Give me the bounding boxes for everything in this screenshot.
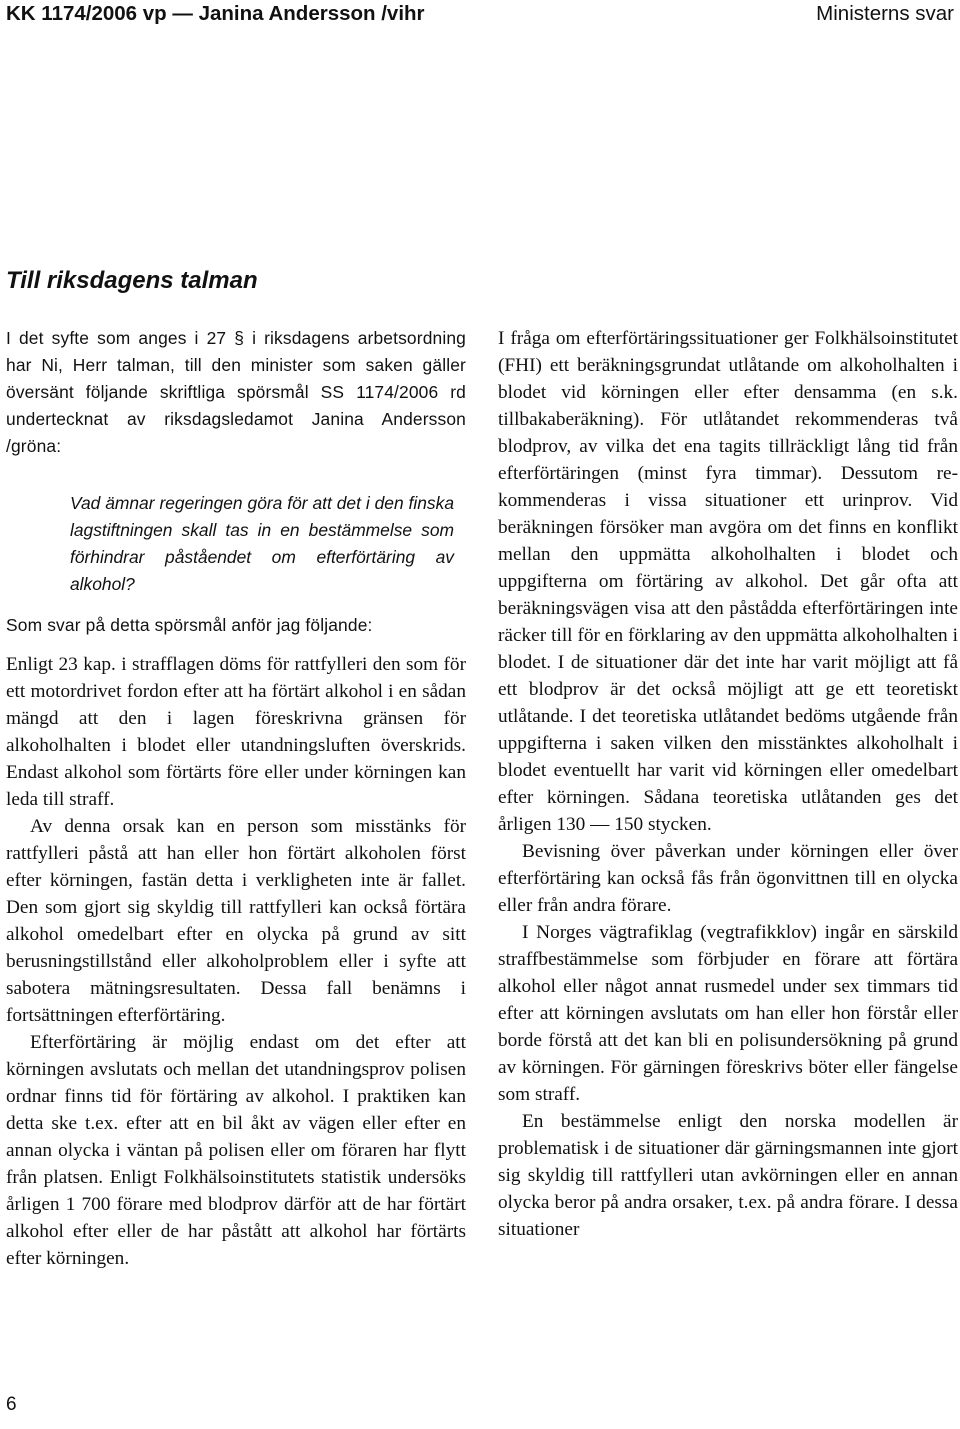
page-number: 6 [6,1394,17,1415]
document-reference-header: KK 1174/2006 vp — Janina Andersson /vihr [6,2,425,25]
body-paragraph: Bevisning över påverkan under körningen eller över efterförtäring kan också fås från ögonvittnen till en olycka eller från andra förare. [498,841,958,916]
body-paragraph: I Norges vägtrafiklag (vegtrafikklov) ingår en särskild straffbestämmelse som förbjuder en förare att förtära alkohol eller något annat rusmedel under sex timmars tid efter att körningen avslutats om han eller hon förstår eller borde förstå att det kan bli en polisundersökning på grund av körningen. För gärningen föreskrivs böter eller fängelse som straff. [498,922,958,1105]
answer-intro: Som svar på detta spörsmål anför jag följande: [6,615,373,635]
right-column [498,325,958,1243]
body-paragraph: En bestämmelse enligt den norska modellen är problematisk i de situationer där gärningsmannen inte gjort sig skyldig till rattfylleri utan avkörningen eller en annan olycka beror på andra orsaker, t.ex. på andra förare. I dessa situationer [498,1111,958,1240]
body-paragraph: Av denna orsak kan en person som misstänks för rattfylleri påstå att han eller hon förtärt alkoholen först efter körningen, fastän detta i verkligheten inte är fallet. Den som gjort sig skyldig till rattfylleri kan också förtära alkohol omedelbart efter en olycka på grund av sitt berusningstillstånd eller alkoholproblem eller i syfte att sabotera mätningsresultaten. Dessa fall benämns i fortsättningen efterförtäring. [6,816,466,1026]
intro-paragraph: I det syfte som anges i 27 § i riksdagens arbetsordning har Ni, Herr talman, till den minister som saken gäller översänt följande skriftliga spörsmål SS 1174/2006 rd undertecknat av riksdagsledamot Janina Andersson /gröna: [6,328,466,456]
left-column [6,325,466,1272]
question-quote: Vad ämnar regeringen göra för att det i den finska lagstiftningen skall tas in en bestämmelse som förhindrar påståendet om efterförtäring av alkohol? [70,493,454,594]
body-paragraph: Efterförtäring är möjlig endast om det efter att körningen avslutats och mellan det utandningsprov polisen ordnar finns tid för förtäring av alkohol. I praktiken kan detta ske t.ex. efter att en bil åkt av vägen eller efter en annan olycka i väntan på polisen eller om föraren har flytt från platsen. Enligt Folkhälsoinstitutets statistik undersöks årligen 1 700 förare med blodprov därför att de har förtärt alkohol efter eller de har påstått att alkohol har förtärts efter körningen. [6,1032,466,1269]
page-title: Till riksdagens talman [6,267,258,294]
body-paragraph: Enligt 23 kap. i strafflagen döms för rattfylleri den som för ett motordrivet fordon efter att ha förtärt alkohol i en sådan mängd att den i lagen föreskrivna gränsen för alkoholhalten i blodet eller utandningsluften överskrids. Endast alkohol som förtärts före eller under körningen kan leda till straff. [6,654,466,810]
body-paragraph: I fråga om efterförtäringssituationer ger Folkhälsoinstitutet (FHI) ett beräkningsgrundat utlåtande om alkoholhalten i blodet vid körningen eller efter densamma (en s.k. tillbakaberäkning). För utlåtandet rekommenderas två blodprov, av vilka det ena tagits tillräckligt lång tid från efterförtäringen (minst fyra timmar). Dessutom rekommenderas i vissa situationer ett urinprov. Vid beräkningen försöker man avgöra om det finns en konflikt mellan den uppmätta alkoholhalten i blodet och uppgifterna om förtäring av alkohol. Det går ofta att beräkningsvägen visa att den påstådda efterförtäringen inte räcker till för en förklaring av den uppmätta alkoholhalten i blodet. I de situationer där det inte har varit möjligt att få ett blodprov är det också möjligt att ge ett teoretiskt utlåtande. I det teoretiska utlåtandet bedöms utgående från uppgifterna i saken vilken den misstänktes alkoholhalt i blodet eventuellt har varit vid körningen eller omedelbart efter körningen. Sådana teoretiska utlåtanden ges det årligen 130 — 150 stycken. [498,328,958,835]
section-header: Ministerns svar [816,2,954,25]
